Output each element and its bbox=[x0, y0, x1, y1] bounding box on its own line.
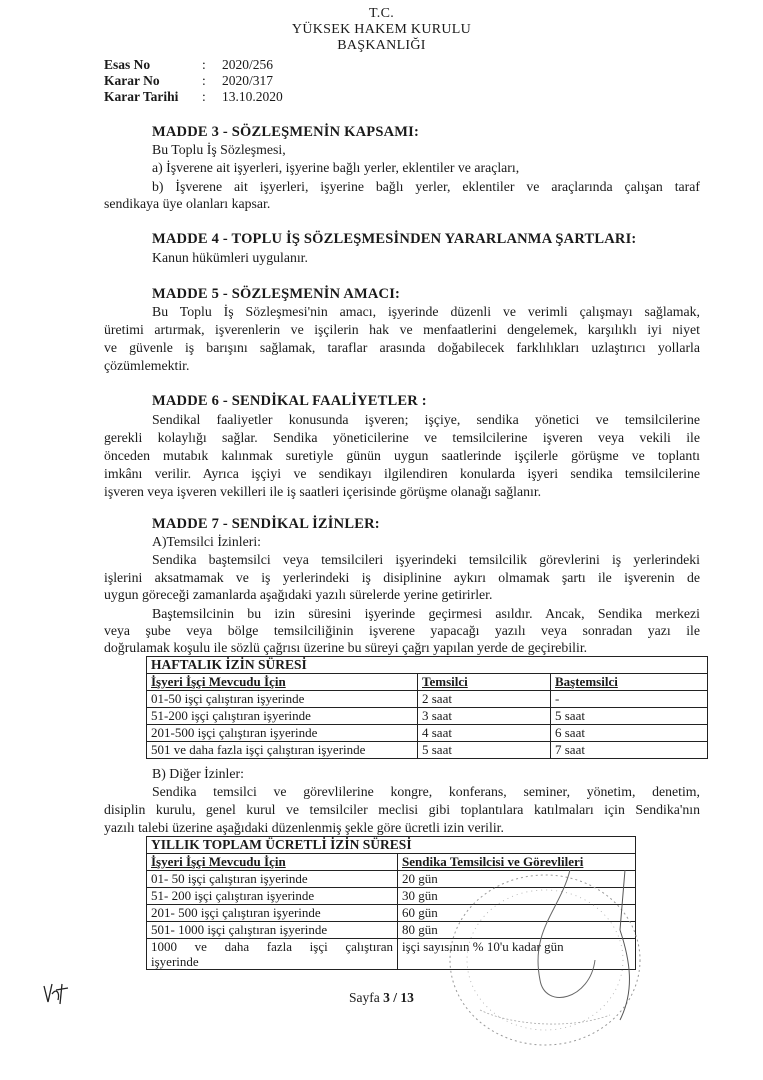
table-title: HAFTALIK İZİN SÜRESİ bbox=[147, 657, 708, 674]
madde7-line: doğrulamak koşulu ile sözlü çağrısı üzerine bu süreyi çağrı yapılan yerde de geçirebilir. bbox=[104, 640, 588, 655]
meta-karar: Karar No : 2020/317 bbox=[104, 73, 274, 88]
page-number: Sayfa 3 / 13 bbox=[349, 990, 414, 1005]
madde7-line: yazılı talebi üzerine aşağıdaki düzenlenmiş şekle göre ücretli izin verilir. bbox=[104, 820, 504, 835]
table-header: İşyeri İşçi Mevcudu İçin bbox=[147, 854, 398, 871]
madde7-line: disiplin kurulu, genel kurul ve temsilciler meclisi gibi toplantılara katılmaları için Sendika'nın bbox=[104, 802, 700, 817]
table-row: 51-200 işçi çalıştıran işyerinde 3 saat 5 saat bbox=[147, 708, 708, 725]
madde7-title: MADDE 7 - SENDİKAL İZİNLER: bbox=[152, 516, 380, 532]
header-presidency: BAŞKANLIĞI bbox=[337, 38, 426, 53]
table-row: 201- 500 işçi çalıştıran işyerinde 60 gün bbox=[147, 905, 636, 922]
madde6-line: imkânı verilir. Ayrıca işçiyi ve sendikayı ilgilendiren konularda işyeri sendika temsilcilerine bbox=[104, 466, 700, 481]
madde3-line: Bu Toplu İş Sözleşmesi, bbox=[152, 142, 286, 157]
table-header-row bbox=[147, 674, 708, 691]
table-header: İşyeri İşçi Mevcudu İçin bbox=[147, 674, 418, 691]
table-header: Baştemsilci bbox=[551, 674, 708, 691]
meta-tarih: Karar Tarihi : 13.10.2020 bbox=[104, 89, 283, 104]
madde7-subtitle-b: B) Diğer İzinler: bbox=[152, 766, 244, 781]
madde3-line: sendikaya üye olanları kapsar. bbox=[104, 196, 271, 211]
table-row: 201-500 işçi çalıştıran işyerinde 4 saat 6 saat bbox=[147, 725, 708, 742]
madde7-line: Sendika baştemsilci veya temsilcileri işyerindeki temsilcilik görevlerini iş yerlerindeki bbox=[152, 552, 700, 567]
table-row: 1000 ve daha fazla işçi çalıştıran işyerinde işçi sayısının % 10'u kadar gün bbox=[147, 939, 636, 970]
madde6-line: işveren veya işveren vekilleri ile iş saatleri içerisinde görüşme olanağı sağlanır. bbox=[104, 484, 542, 499]
weekly-leave-table bbox=[146, 656, 708, 759]
madde7-line: Baştemsilcinin bu izin süresini işyerinde geçirmesi asıldır. Ancak, Sendika merkezi bbox=[152, 606, 700, 621]
madde7-line: veya şube veya bölge temsilciliğinin işverene yapacağı yazılı veya sonradan yazı ile bbox=[104, 623, 700, 638]
madde3-line: b) İşverene ait işyerleri, işyerine bağlı yerler, eklentiler ve araçlarında çalışan taraf bbox=[152, 179, 700, 194]
madde7-line: Sendika temsilci ve görevlilerine kongre, konferans, seminer, yönetim, denetim, bbox=[152, 784, 700, 799]
madde4-title: MADDE 4 - TOPLU İŞ SÖZLEŞMESİNDEN YARARLANMA ŞARTLARI: bbox=[152, 231, 637, 247]
madde6-line: Sendikal faaliyetler konusunda işveren; işçiye, sendika yönetici ve temsilcilerine bbox=[152, 412, 700, 427]
table-title: YILLIK TOPLAM ÜCRETLİ İZİN SÜRESİ bbox=[147, 837, 636, 854]
table-row: 501- 1000 işçi çalıştıran işyerinde 80 gün bbox=[147, 922, 636, 939]
table-header: Temsilci bbox=[418, 674, 551, 691]
meta-esas: Esas No : 2020/256 bbox=[104, 57, 274, 72]
table-row: 01- 50 işçi çalıştıran işyerinde 20 gün bbox=[147, 871, 636, 888]
madde7-subtitle-a: A)Temsilci İzinleri: bbox=[152, 534, 261, 549]
table-row: 01-50 işçi çalıştıran işyerinde 2 saat - bbox=[147, 691, 708, 708]
header-court: YÜKSEK HAKEM KURULU bbox=[291, 22, 472, 37]
madde6-line: gerekli kolaylığı sağlar. Sendika yöneticilerine ve temsilcilerine işveren veya vekili ile bbox=[104, 430, 700, 445]
madde6-line: önceden mutabık kalınmak suretiyle günün uygun saatlerinde işçilerle görüşme ve toplantı bbox=[104, 448, 700, 463]
madde4-line: Kanun hükümleri uygulanır. bbox=[152, 250, 308, 265]
stamp-seal bbox=[420, 850, 650, 1050]
table-row: 501 ve daha fazla işçi çalıştıran işyerinde 5 saat 7 saat bbox=[147, 742, 708, 759]
header-tc: T.C. bbox=[368, 6, 395, 21]
madde7-line: uygun göreceği zamanlarda aşağıdaki yazılı sürelerde yerine getirirler. bbox=[104, 587, 493, 602]
table-header: Sendika Temsilcisi ve Görevlileri bbox=[398, 854, 636, 871]
table-row: 51- 200 işçi çalıştıran işyerinde 30 gün bbox=[147, 888, 636, 905]
madde5-title: MADDE 5 - SÖZLEŞMENİN AMACI: bbox=[152, 286, 401, 302]
madde3-title: MADDE 3 - SÖZLEŞMENİN KAPSAMI: bbox=[152, 124, 420, 140]
madde6-title: MADDE 6 - SENDİKAL FAALİYETLER : bbox=[152, 393, 427, 409]
madde7-line: işlerini aksatmamak ve iş yerlerindeki iş disiplinine aykırı olmamak şartı ile işverenin de bbox=[104, 570, 700, 585]
madde5-line: ve güvenle iş barışını sağlamak, taraflar arasında doğabilecek farklılıkları uzlaştırıcı yollarla bbox=[104, 340, 700, 355]
madde5-line: Bu Toplu İş Sözleşmesi'nin amacı, işyerinde düzenli ve verimli çalışmayı sağlamak, bbox=[152, 304, 700, 319]
madde5-line: çözümlemektir. bbox=[104, 358, 190, 373]
madde5-line: üretimi artırmak, işverenlerin ve işçilerin hak ve menfaatlerini dengelemek, karşılıklı iyi niyet bbox=[104, 322, 700, 337]
madde3-line: a) İşverene ait işyerleri, işyerine bağlı yerler, eklentiler ve araçları, bbox=[152, 160, 520, 175]
